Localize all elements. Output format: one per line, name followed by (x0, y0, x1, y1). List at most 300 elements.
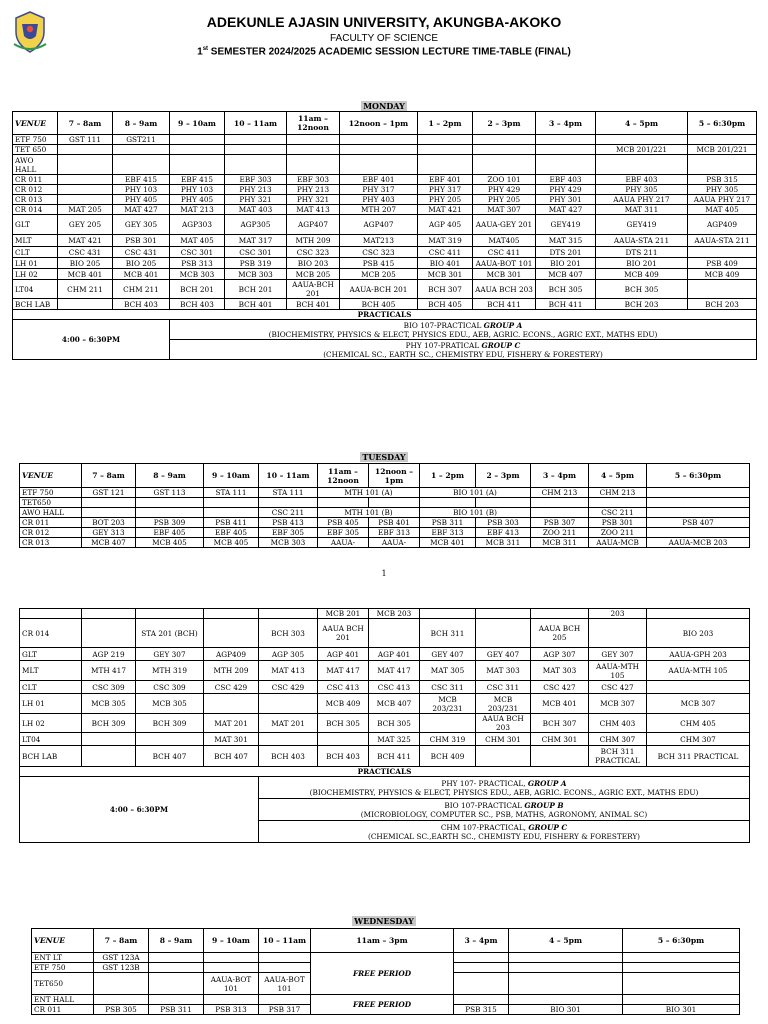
venue-cell: TET650 (32, 973, 94, 995)
course-cell: GEY419 (536, 215, 596, 235)
time-slot-header: 10 – 11am (259, 929, 311, 953)
course-cell: AGP305 (225, 215, 287, 235)
venue-header: VENUE (20, 464, 82, 488)
course-cell: BIO 101 (A) (420, 488, 531, 498)
course-cell: AGP407 (287, 215, 340, 235)
course-cell: MAT 303 (531, 661, 589, 681)
course-cell: CSC 323 (340, 247, 418, 258)
course-cell: CSC 323 (287, 247, 340, 258)
course-cell: CHM 211 (113, 280, 170, 299)
course-cell: AAUA-STA 211 (596, 235, 688, 247)
course-cell: AAUA-MCB (589, 538, 647, 548)
course-cell: BIO 205 (58, 258, 113, 269)
faculty-name: FACULTY OF SCIENCE (330, 33, 438, 44)
course-cell: BCH 403 (170, 299, 225, 310)
course-cell: BCH 303 (259, 619, 318, 648)
course-cell: MCB 401 (58, 269, 113, 280)
course-cell: CSC 301 (225, 247, 287, 258)
course-cell (509, 973, 623, 995)
course-cell (369, 619, 420, 648)
course-cell: CHM 213 (531, 488, 589, 498)
table-row (13, 280, 757, 299)
practical-group-a: PHY 107- PRACTICAL, GROUP A (BIOCHEMISTRY, PHYSICS & ELECT, PHYSICS EDU., AEB, AGRIC. ECONS., AGRIC EXT., MATHS EDU) (259, 777, 750, 799)
course-cell: MAT 307 (473, 205, 536, 215)
course-cell: CSC 411 (473, 247, 536, 258)
course-cell (596, 155, 688, 175)
venue-cell: CR 011 (20, 518, 82, 528)
course-cell: MCB 307 (589, 694, 647, 714)
course-cell: EBF 415 (170, 175, 225, 185)
course-cell: MCB 409 (596, 269, 688, 280)
table-row (13, 247, 757, 258)
course-cell: MTH 101 (A) (318, 488, 420, 498)
course-cell (688, 280, 757, 299)
course-cell: CSC 427 (531, 681, 589, 694)
course-cell: MCB 405 (136, 538, 204, 548)
course-cell: AAUA- (318, 538, 369, 548)
course-cell: AAUA PHY 217 (688, 195, 757, 205)
course-cell (259, 995, 311, 1005)
course-cell: BCH 311 PRACTICAL (647, 746, 750, 767)
course-cell (420, 714, 476, 733)
course-cell: PSB 317 (259, 1005, 311, 1015)
course-cell: CHM 405 (647, 714, 750, 733)
course-cell: CHM 307 (589, 733, 647, 746)
course-cell (623, 995, 740, 1005)
course-cell: PSB 305 (94, 1005, 149, 1015)
tuesday-timetable (19, 463, 750, 548)
monday-heading: MONDAY (363, 101, 405, 111)
table-row (13, 175, 757, 185)
course-cell: PHY 103 (170, 185, 225, 195)
table-row (20, 528, 750, 538)
course-cell (136, 498, 204, 508)
course-cell: MTH 319 (136, 661, 204, 681)
time-slot-header: 7 – 8am (58, 112, 113, 135)
course-cell: BCH 407 (136, 746, 204, 767)
course-cell (420, 609, 476, 619)
course-cell (454, 995, 509, 1005)
course-cell: BCH 405 (340, 299, 418, 310)
course-cell: MCB 305 (136, 694, 204, 714)
course-cell (623, 973, 740, 995)
time-slot-header: 7 – 8am (94, 929, 149, 953)
course-cell: EBF 401 (340, 175, 418, 185)
course-cell (149, 953, 204, 963)
venue-cell: LT04 (20, 733, 82, 746)
header-row (20, 464, 750, 488)
practical-group-c: PHY 107-PRATICAL GROUP C (CHEMICAL SC., EARTH SC., CHEMISTRY EDU, FISHERY & FORESTERY) (170, 340, 757, 360)
course-cell (536, 135, 596, 145)
course-cell: MTH 207 (340, 205, 418, 215)
course-cell (58, 175, 113, 185)
course-cell: MAT 405 (688, 205, 757, 215)
course-cell: MCB 303 (259, 538, 318, 548)
course-cell: MAT 317 (225, 235, 287, 247)
table-row (20, 488, 750, 498)
course-cell: PSB 411 (204, 518, 259, 528)
table-row (13, 195, 757, 205)
course-cell: MAT 403 (225, 205, 287, 215)
course-cell: MAT 427 (536, 205, 596, 215)
course-cell (136, 508, 204, 518)
venue-cell: BCH LAB (20, 746, 82, 767)
venue-cell: MLT (13, 235, 58, 247)
venue-cell: CR 012 (13, 185, 58, 195)
course-cell (647, 488, 750, 498)
course-cell: PHY 205 (418, 195, 473, 205)
course-cell: BCH 311 PRACTICAL (589, 746, 647, 767)
venue-cell: CR 013 (13, 195, 58, 205)
course-cell (82, 746, 136, 767)
course-cell: CSC 431 (113, 247, 170, 258)
course-cell: BCH 305 (318, 714, 369, 733)
course-cell: PSB 407 (647, 518, 750, 528)
course-cell: MAT 427 (113, 205, 170, 215)
course-cell: BIO 201 (596, 258, 688, 269)
practical-time: 4:00 – 6:30PM (20, 777, 259, 843)
course-cell: GST211 (113, 135, 170, 145)
course-cell (170, 145, 225, 155)
course-cell: BCH 305 (369, 714, 420, 733)
course-cell: BCH 409 (420, 746, 476, 767)
course-cell (113, 155, 170, 175)
course-cell (259, 609, 318, 619)
course-cell (688, 155, 757, 175)
time-slot-header: 4 – 5pm (589, 464, 647, 488)
practical-group-a: BIO 107-PRACTICAL GROUP A (BIOCHEMISTRY, PHYSICS & ELECT, PHYSICS EDU., AEB, AGRIC. ECONS., AGRIC EXT., MATHS EDU) (170, 320, 757, 340)
course-cell: EBF 405 (204, 528, 259, 538)
course-cell: GEY 307 (589, 648, 647, 661)
course-cell: BCH 307 (418, 280, 473, 299)
course-cell: PHY 301 (536, 195, 596, 205)
course-cell: GEY 305 (113, 215, 170, 235)
course-cell: 203 (589, 609, 647, 619)
course-cell: PHY 205 (473, 195, 536, 205)
course-cell (136, 609, 204, 619)
course-cell: CSC 427 (589, 681, 647, 694)
course-cell (688, 247, 757, 258)
course-cell: CHM 213 (589, 488, 647, 498)
time-slot-header: 1 – 2pm (420, 464, 476, 488)
course-cell (509, 963, 623, 973)
course-cell: MCB 205 (340, 269, 418, 280)
monday-timetable (12, 111, 757, 360)
time-slot-header: 11am – 3pm (311, 929, 454, 953)
course-cell (454, 973, 509, 995)
course-cell: BCH 309 (82, 714, 136, 733)
course-cell (340, 155, 418, 175)
course-cell (418, 155, 473, 175)
course-cell (531, 609, 589, 619)
course-cell: MAT 205 (58, 205, 113, 215)
venue-cell: ETF 750 (13, 135, 58, 145)
course-cell (58, 155, 113, 175)
course-cell: ZOO 211 (589, 528, 647, 538)
table-row (20, 746, 750, 767)
course-cell: EBF 303 (225, 175, 287, 185)
course-cell: AGP 305 (259, 648, 318, 661)
course-cell: BCH 405 (418, 299, 473, 310)
course-cell: PHY 213 (225, 185, 287, 195)
document-header (0, 0, 768, 90)
course-cell (136, 733, 204, 746)
course-cell (204, 995, 259, 1005)
course-cell (596, 135, 688, 145)
venue-cell: LH 02 (20, 714, 82, 733)
course-cell: AGP409 (688, 215, 757, 235)
venue-cell (20, 609, 82, 619)
course-cell: CHM 319 (420, 733, 476, 746)
table-row (20, 648, 750, 661)
course-cell: MCB 203/231 (420, 694, 476, 714)
table-row (13, 205, 757, 215)
course-cell: BIO 203 (647, 619, 750, 648)
wednesday-timetable (31, 928, 740, 1015)
header-row (13, 112, 757, 135)
time-slot-header: 5 – 6:30pm (647, 464, 750, 488)
course-cell: MAT 421 (58, 235, 113, 247)
course-cell: PSB 301 (113, 235, 170, 247)
course-cell: BIO 301 (509, 1005, 623, 1015)
course-cell: BCH 203 (596, 299, 688, 310)
course-cell: GEY 205 (58, 215, 113, 235)
course-cell (82, 498, 136, 508)
course-cell: MAT 319 (418, 235, 473, 247)
course-cell (536, 155, 596, 175)
venue-cell: ETF 750 (32, 963, 94, 973)
course-cell: MCB 407 (369, 694, 420, 714)
course-cell: MCB 201 (318, 609, 369, 619)
course-cell (58, 195, 113, 205)
course-cell (225, 145, 287, 155)
course-cell: MCB 201/221 (688, 145, 757, 155)
venue-cell: CLT (20, 681, 82, 694)
course-cell: PSB 313 (204, 1005, 259, 1015)
time-slot-header: 5 – 6:30pm (688, 112, 757, 135)
course-cell: AAUA- (369, 538, 420, 548)
course-cell (454, 963, 509, 973)
course-cell (113, 145, 170, 155)
course-cell: AAUA BCH 205 (531, 619, 589, 648)
time-slot-header: 10 – 11am (259, 464, 318, 488)
venue-cell: ENT HALL (32, 995, 94, 1005)
course-cell: STA 111 (259, 488, 318, 498)
course-cell (58, 185, 113, 195)
time-slot-header: 2 – 3pm (473, 112, 536, 135)
table-row (13, 299, 757, 310)
course-cell (225, 135, 287, 145)
course-cell (170, 155, 225, 175)
table-row (13, 235, 757, 247)
course-cell: AAUA-GPH 203 (647, 648, 750, 661)
course-cell (623, 953, 740, 963)
course-cell: PSB 319 (225, 258, 287, 269)
course-cell: PSB 307 (531, 518, 589, 528)
course-cell: EBF 313 (369, 528, 420, 538)
course-cell: BCH 411 (369, 746, 420, 767)
course-cell (536, 145, 596, 155)
table-row (20, 714, 750, 733)
venue-cell: CR 014 (20, 619, 82, 648)
course-cell: AAUA BCH 201 (318, 619, 369, 648)
course-cell (531, 508, 589, 518)
course-cell: PSB 301 (589, 518, 647, 528)
venue-cell: TET 650 (13, 145, 58, 155)
venue-cell: TET650 (20, 498, 82, 508)
course-cell (204, 953, 259, 963)
course-cell (420, 498, 476, 508)
venue-cell: LT04 (13, 280, 58, 299)
course-cell: MCB 305 (82, 694, 136, 714)
course-cell: BIO 401 (418, 258, 473, 269)
course-cell (259, 953, 311, 963)
course-cell: AAUA-MCB 203 (647, 538, 750, 548)
course-cell: MAT405 (473, 235, 536, 247)
venue-cell: BCH LAB (13, 299, 58, 310)
course-cell (647, 508, 750, 518)
venue-cell: CLT (13, 247, 58, 258)
course-cell: BCH 309 (136, 714, 204, 733)
course-cell: PHY 103 (113, 185, 170, 195)
course-cell: MCB 401 (113, 269, 170, 280)
course-cell: AGP409 (204, 648, 259, 661)
course-cell (531, 498, 589, 508)
course-cell: BCH 201 (170, 280, 225, 299)
course-cell (476, 746, 531, 767)
venue-cell: AWO HALL (20, 508, 82, 518)
course-cell: AGP 401 (318, 648, 369, 661)
course-cell: DTS 211 (596, 247, 688, 258)
course-cell: EBF 305 (318, 528, 369, 538)
course-cell: BCH 401 (287, 299, 340, 310)
course-cell: MAT 301 (204, 733, 259, 746)
table-row (13, 258, 757, 269)
course-cell: MAT 325 (369, 733, 420, 746)
table-row (13, 185, 757, 195)
table-row (13, 135, 757, 145)
practicals-title: PRACTICALS (20, 767, 750, 777)
course-cell (204, 508, 259, 518)
course-cell: AAUA-BOT 101 (204, 973, 259, 995)
course-cell (287, 135, 340, 145)
course-cell: PHY 305 (596, 185, 688, 195)
course-cell: PHY 405 (170, 195, 225, 205)
table-row (13, 155, 757, 175)
course-cell (418, 135, 473, 145)
course-cell: GEY 313 (82, 528, 136, 538)
course-cell (476, 498, 531, 508)
course-cell: PSB 401 (369, 518, 420, 528)
course-cell: BCH 407 (204, 746, 259, 767)
course-cell (225, 155, 287, 175)
course-cell (418, 145, 473, 155)
course-cell: BOT 203 (82, 518, 136, 528)
course-cell: AAUA-BOT 101 (259, 973, 311, 995)
course-cell: CSC 211 (259, 508, 318, 518)
practicals-title: PRACTICALS (13, 310, 757, 320)
course-cell: CSC 309 (82, 681, 136, 694)
course-cell (340, 145, 418, 155)
course-cell (82, 508, 136, 518)
course-cell: CHM 403 (589, 714, 647, 733)
course-cell: PSB 303 (476, 518, 531, 528)
course-cell: AGP303 (170, 215, 225, 235)
time-slot-header: 3 – 4pm (531, 464, 589, 488)
course-cell (647, 609, 750, 619)
course-cell: MCB 401 (531, 694, 589, 714)
course-cell: PHY 321 (225, 195, 287, 205)
course-cell: PSB 309 (136, 518, 204, 528)
course-cell: BIO 203 (287, 258, 340, 269)
course-cell: MCB 303 (170, 269, 225, 280)
course-cell: AAUA-STA 211 (688, 235, 757, 247)
time-slot-header: 3 – 4pm (536, 112, 596, 135)
course-cell: BCH 411 (473, 299, 536, 310)
time-slot-header: 4 – 5pm (509, 929, 623, 953)
practical-group-b: BIO 107-PRACTICAL GROUP B (MICROBIOLOGY, COMPUTER SC., PSB, MATHS, AGRONOMY, ANIMAL SC) (259, 799, 750, 821)
course-cell: PHY 317 (418, 185, 473, 195)
course-cell: MTH 417 (82, 661, 136, 681)
course-cell: MAT 213 (170, 205, 225, 215)
course-cell (204, 498, 259, 508)
course-cell: MCB 203 (369, 609, 420, 619)
table-row (20, 694, 750, 714)
course-cell (369, 498, 420, 508)
course-cell (82, 609, 136, 619)
course-cell: AAUA-MTH 105 (589, 661, 647, 681)
course-cell (82, 619, 136, 648)
course-cell: MCB 409 (688, 269, 757, 280)
course-cell: MCB 203/231 (476, 694, 531, 714)
course-cell (589, 619, 647, 648)
course-cell: BCH 201 (225, 280, 287, 299)
course-cell (318, 733, 369, 746)
course-cell (149, 963, 204, 973)
course-cell: MAT 311 (596, 205, 688, 215)
course-cell (473, 135, 536, 145)
course-cell (149, 995, 204, 1005)
course-cell: PHY 429 (473, 185, 536, 195)
course-cell: MCB 407 (82, 538, 136, 548)
course-cell: CHM 301 (476, 733, 531, 746)
time-slot-header: 1 – 2pm (418, 112, 473, 135)
table-row (20, 619, 750, 648)
course-cell: PSB 311 (149, 1005, 204, 1015)
venue-cell: LH 01 (13, 258, 58, 269)
venue-cell: ETF 750 (20, 488, 82, 498)
course-cell: MAT 417 (369, 661, 420, 681)
course-cell: BCH 305 (536, 280, 596, 299)
time-slot-header: 7 – 8am (82, 464, 136, 488)
course-cell: MTH 101 (B) (318, 508, 420, 518)
course-cell (647, 498, 750, 508)
course-cell: AAUA-MTH 105 (647, 661, 750, 681)
course-cell: PSB 313 (170, 258, 225, 269)
time-slot-header: 3 – 4pm (454, 929, 509, 953)
course-cell (647, 681, 750, 694)
course-cell: BIO 205 (113, 258, 170, 269)
time-slot-header: 4 – 5pm (596, 112, 688, 135)
venue-cell: MLT (20, 661, 82, 681)
course-cell: EBF 303 (287, 175, 340, 185)
course-cell: MAT 405 (170, 235, 225, 247)
course-cell (204, 694, 259, 714)
course-cell (149, 973, 204, 995)
course-cell: MCB 307 (647, 694, 750, 714)
course-cell: PHY 429 (536, 185, 596, 195)
course-cell (94, 995, 149, 1005)
